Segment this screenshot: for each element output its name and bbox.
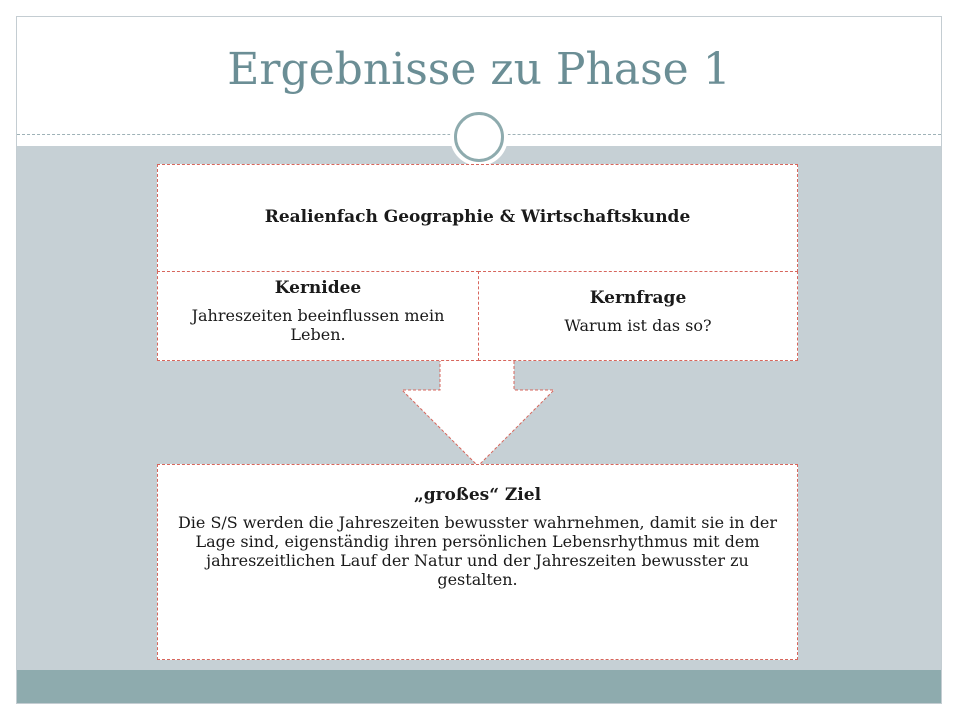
down-arrow bbox=[400, 360, 556, 468]
core-question-text: Warum ist das so? bbox=[564, 316, 712, 335]
subject-box bbox=[157, 164, 798, 272]
core-idea-text: Jahreszeiten beeinflussen mein Leben. bbox=[191, 306, 445, 344]
core-idea-heading: Kernidee bbox=[274, 278, 362, 298]
footer-band bbox=[17, 670, 941, 703]
goal-heading: „großes“ Ziel bbox=[413, 485, 542, 505]
core-idea-box bbox=[157, 271, 479, 361]
slide-title: Ergebnisse zu Phase 1 bbox=[227, 44, 731, 95]
ring-ornament bbox=[454, 112, 504, 162]
core-question-box bbox=[478, 271, 798, 361]
goal-box bbox=[157, 464, 798, 660]
subject-title: Realienfach Geographie & Wirtschaftskunde bbox=[264, 207, 691, 227]
goal-text: Die S/S werden die Jahreszeiten bewusster wahrnehmen, damit sie in der Lage sind, eigenständig ihren persönlichen Lebensrhythmus mit dem jahreszeitlichen Lauf der Natur und der Jahreszeiten bewusster zu gestalten. bbox=[177, 513, 778, 589]
core-question-heading: Kernfrage bbox=[589, 288, 687, 308]
